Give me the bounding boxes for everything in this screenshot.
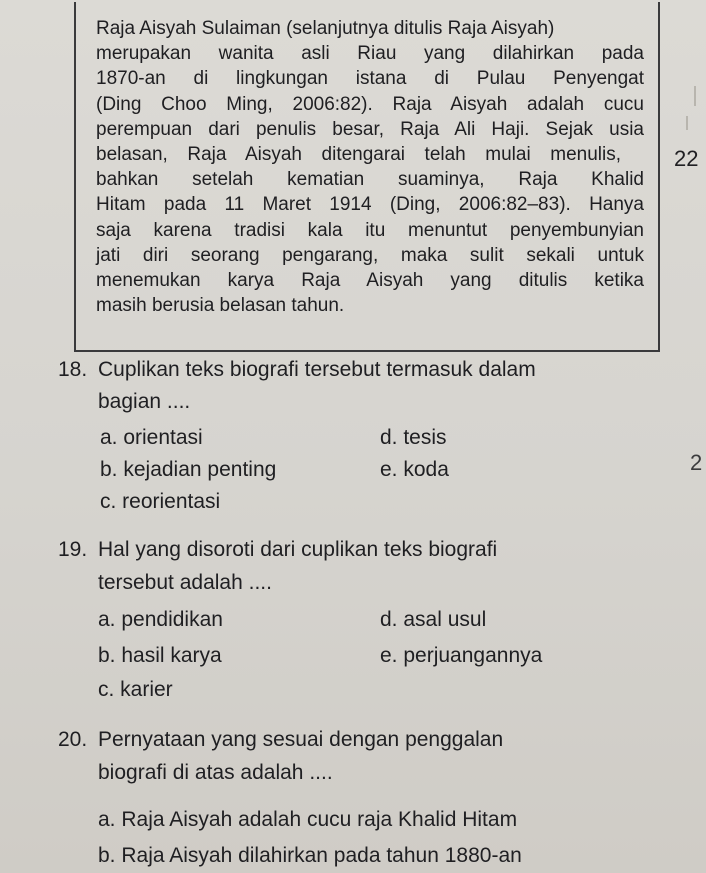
passage-line: saja karena tradisi kala itu menuntut penyembunyian — [96, 219, 644, 241]
option-20a[interactable]: a. Raja Aisyah adalah cucu raja Khalid Hitam — [98, 808, 518, 831]
biography-passage — [96, 16, 644, 318]
question-stem-line: Pernyataan yang sesuai dengan penggalan — [98, 728, 504, 751]
question-stem-line: tersebut adalah .... — [98, 571, 272, 594]
question-stem-line: Hal yang disoroti dari cuplikan teks biografi — [98, 538, 498, 561]
option-18c[interactable]: c. reorientasi — [100, 490, 221, 513]
question-stem-line: biografi di atas adalah .... — [98, 761, 333, 784]
page-number: 22 — [674, 146, 699, 171]
option-19b[interactable]: b. hasil karya — [98, 644, 222, 667]
passage-line: 1870-an di lingkungan istana di Pulau Penyengat — [96, 68, 644, 90]
question-stem-line: bagian .... — [98, 390, 191, 413]
passage-line: Hitam pada 11 Maret 1914 (Ding, 2006:82–83). Hanya — [96, 194, 644, 216]
passage-line: menemukan karya Raja Aisyah yang ditulis ketika — [96, 270, 644, 292]
question-stem — [98, 726, 698, 787]
passage-line: bahkan setelah kematian suaminya, Raja Khalid — [96, 169, 644, 191]
option-18a[interactable]: a. orientasi — [100, 426, 203, 449]
option-18d[interactable]: d. tesis — [380, 426, 447, 449]
passage-line: perempuan dari penulis besar, Raja Ali Haji. Sejak usia — [96, 118, 644, 140]
passage-line: (Ding Choo Ming, 2006:82). Raja Aisyah adalah cucu — [96, 93, 644, 115]
passage-line: belasan, Raja Aisyah ditengarai telah mulai menulis, — [96, 144, 621, 166]
option-18b[interactable]: b. kejadian penting — [100, 458, 277, 481]
margin-stray-mark: 2 — [690, 450, 703, 475]
option-19c[interactable]: c. karier — [98, 678, 173, 701]
passage-line: merupakan wanita asli Riau yang dilahirkan pada — [96, 43, 644, 65]
option-19e[interactable]: e. perjuangannya — [380, 644, 543, 667]
option-20b[interactable]: b. Raja Aisyah dilahirkan pada tahun 1880-an — [98, 844, 522, 867]
question-number: 18. — [58, 358, 88, 381]
question-number: 19. — [58, 538, 88, 561]
question-stem — [98, 536, 698, 597]
question-stem-line: Cuplikan teks biografi tersebut termasuk dalam — [98, 358, 536, 381]
passage-line: masih berusia belasan tahun. — [96, 295, 345, 317]
option-19d[interactable]: d. asal usul — [380, 608, 487, 631]
margin-mark — [694, 86, 702, 106]
option-19a[interactable]: a. pendidikan — [98, 608, 223, 631]
passage-line: jati diri seorang pengarang, maka sulit sekali untuk — [96, 244, 644, 266]
passage-line: Raja Aisyah Sulaiman (selanjutnya ditulis Raja Aisyah) — [96, 18, 555, 39]
option-18e[interactable]: e. koda — [380, 458, 449, 481]
margin-mark — [686, 116, 694, 130]
question-stem — [98, 356, 698, 416]
question-number: 20. — [58, 728, 88, 751]
